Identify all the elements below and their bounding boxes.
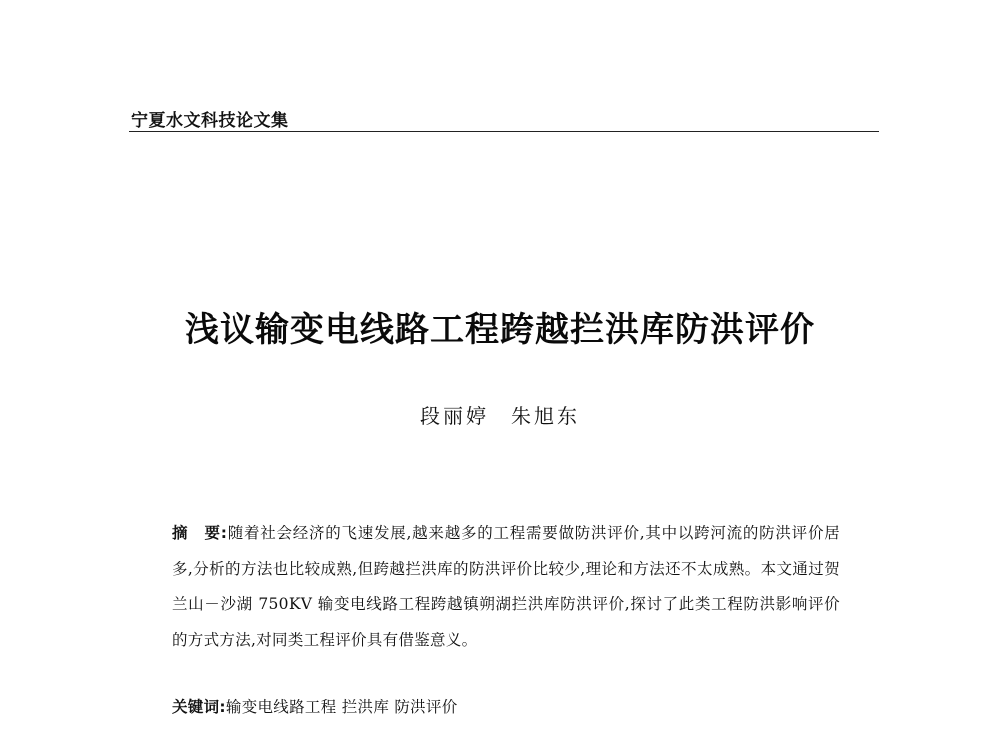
abstract-label: 摘 要: [172, 524, 228, 542]
author-name: 朱旭东 [511, 404, 580, 428]
keywords-label: 关键词: [172, 698, 226, 716]
paper-title: 浅议输变电线路工程跨越拦洪库防洪评价 [185, 310, 815, 350]
keywords-text: 输变电线路工程 拦洪库 防洪评价 [225, 698, 458, 716]
authors [0, 400, 1000, 429]
author-name: 段丽婷 [420, 404, 489, 428]
running-head: 宁夏水文科技论文集 [131, 111, 289, 131]
keywords [172, 695, 458, 717]
header-rule [129, 131, 879, 132]
abstract [172, 516, 840, 658]
abstract-text: 随着社会经济的飞速发展,越来越多的工程需要做防洪评价,其中以跨河流的防洪评价居多,分析的方法也比较成熟,但跨越拦洪库的防洪评价比较少,理论和方法还不太成熟。本文通过贺兰山－沙湖 750KV 输变电线路工程跨越镇朔湖拦洪库防洪评价,探讨了此类工程防洪影响评价的方式方法,对同类工程评价具有借鉴意义。 [172, 524, 840, 649]
